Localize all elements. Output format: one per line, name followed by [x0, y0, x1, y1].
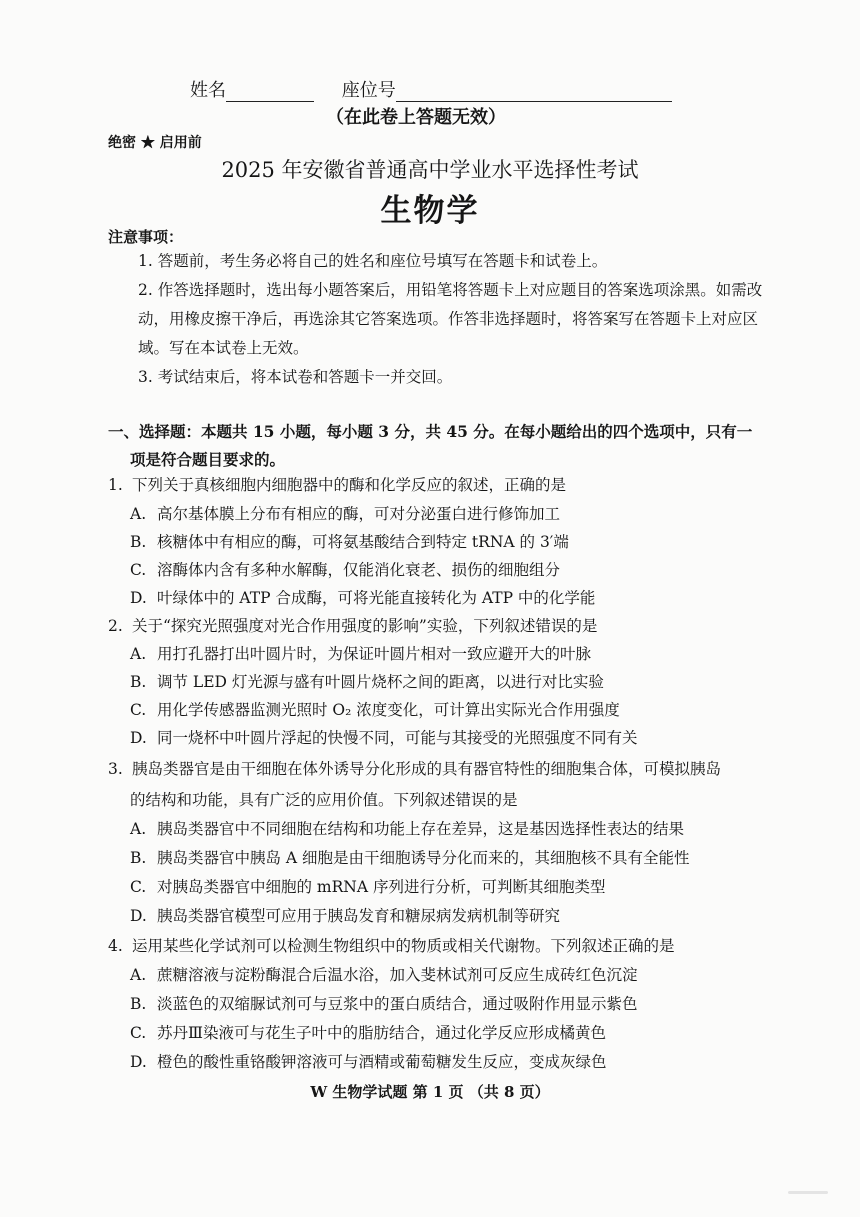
option-letter: D.	[130, 729, 147, 747]
notice-heading: 注意事项：	[108, 228, 184, 246]
option-letter: B.	[130, 849, 147, 867]
question-2-stem	[108, 614, 808, 636]
secret-mark: 绝密 ★ 启用前	[108, 135, 202, 151]
option-text: 蔗糖溶液与淀粉酶混合后温水浴，加入斐林试剂可反应生成砖红色沉淀	[157, 966, 638, 984]
option	[130, 904, 560, 926]
option-letter: A.	[130, 645, 147, 663]
option	[130, 817, 684, 839]
option-letter: C.	[130, 878, 147, 896]
option	[130, 963, 638, 985]
notice-item	[108, 276, 774, 363]
name-label: 姓名	[190, 80, 226, 101]
option	[130, 1021, 606, 1043]
option-text: 叶绿体中的 ATP 合成酶，可将光能直接转化为 ATP 中的化学能	[157, 589, 596, 607]
invalid-note: （在此卷上答题无效）	[326, 107, 506, 128]
question-text: 胰岛类器官是由干细胞在体外诱导分化形成的具有器官特性的细胞集合体，可模拟胰岛	[132, 760, 722, 778]
question-text-cont: 的结构和功能，具有广泛的应用价值。下列叙述错误的是	[130, 791, 518, 809]
option-text: 胰岛类器官中不同细胞在结构和功能上存在差异，这是基因选择性表达的结果	[157, 820, 685, 838]
option	[130, 642, 591, 664]
notice-item-2-text: 2. 作答选择题时，选出每小题答案后，用铅笔将答题卡上对应题目的答案选项涂黑。如需改动，用橡皮擦干净后，再选涂其它答案选项。作答非选择题时，将答案写在答题卡上对应区域。写在本试卷上无效。	[138, 281, 763, 357]
question-number: 1.	[108, 476, 123, 494]
question-3-stem-cont	[130, 788, 830, 810]
option-text: 用打孔器打出叶圆片时，为保证叶圆片相对一致应避开大的叶脉	[157, 645, 592, 663]
question-text: 运用某些化学试剂可以检测生物组织中的物质或相关代谢物。下列叙述正确的是	[132, 937, 675, 955]
option-letter: A.	[130, 820, 147, 838]
name-seat-line	[190, 76, 672, 102]
option	[130, 1050, 607, 1072]
option-text: 淡蓝色的双缩脲试剂可与豆浆中的蛋白质结合，通过吸附作用显示紫色	[157, 995, 638, 1013]
option-text: 胰岛类器官中胰岛 A 细胞是由干细胞诱导分化而来的，其细胞核不具有全能性	[157, 849, 690, 867]
option-letter: C.	[130, 561, 147, 579]
notice-item-text	[108, 276, 774, 363]
question-3-stem	[108, 757, 808, 779]
option-letter: B.	[130, 533, 147, 551]
option	[130, 502, 560, 524]
seat-blank	[396, 83, 672, 102]
notice-item	[108, 363, 774, 392]
option-text: 胰岛类器官模型可应用于胰岛发育和糖尿病发病机制等研究	[157, 907, 561, 925]
option-text: 溶酶体内含有多种水解酶，仅能消化衰老、损伤的细胞组分	[157, 561, 561, 579]
option	[130, 670, 604, 692]
section-heading-line2: 项是符合题目要求的。	[130, 450, 286, 469]
option-text: 用化学传感器监测光照时 O₂ 浓度变化，可计算出实际光合作用强度	[157, 701, 620, 719]
question-4-stem	[108, 934, 808, 956]
option	[130, 698, 620, 720]
notice-item	[108, 247, 774, 276]
page-footer: W 生物学试题 第 1 页 （共 8 页）	[310, 1083, 550, 1101]
notice-item-text: 1. 答题前，考生务必将自己的姓名和座位号填写在答题卡和试卷上。	[138, 252, 608, 270]
question-1-stem	[108, 473, 808, 495]
option-letter: D.	[130, 907, 147, 925]
option-text: 调节 LED 灯光源与盛有叶圆片烧杯之间的距离，以进行对比实验	[157, 673, 604, 691]
option	[130, 726, 638, 748]
option-text: 苏丹Ⅲ染液可与花生子叶中的脂肪结合，通过化学反应形成橘黄色	[157, 1024, 606, 1042]
option-text: 橙色的酸性重铬酸钾溶液可与酒精或葡萄糖发生反应，变成灰绿色	[157, 1053, 607, 1071]
option-letter: D.	[130, 589, 147, 607]
exam-title: 2025 年安徽省普通高中学业水平选择性考试	[221, 158, 639, 182]
option-letter: A.	[130, 505, 147, 523]
name-blank	[226, 83, 314, 102]
option-text: 核糖体中有相应的酶，可将氨基酸结合到特定 tRNA 的 3′端	[157, 533, 569, 551]
option-text: 对胰岛类器官中细胞的 mRNA 序列进行分析，可判断其细胞类型	[157, 878, 606, 896]
question-number: 2.	[108, 617, 123, 635]
option-letter: A.	[130, 966, 147, 984]
option-text: 高尔基体膜上分布有相应的酶，可对分泌蛋白进行修饰加工	[157, 505, 561, 523]
option-letter: C.	[130, 701, 147, 719]
question-number: 4.	[108, 937, 123, 955]
subject-title: 生物学	[380, 193, 480, 229]
option-letter: B.	[130, 673, 147, 691]
seat-label: 座位号	[341, 80, 396, 101]
option	[130, 846, 690, 868]
option	[130, 992, 638, 1014]
question-number: 3.	[108, 760, 123, 778]
scan-mark	[788, 1191, 828, 1194]
option	[130, 558, 560, 580]
question-text: 关于“探究光照强度对光合作用强度的影响”实验，下列叙述错误的是	[132, 617, 598, 635]
option-letter: C.	[130, 1024, 147, 1042]
option-text: 同一烧杯中叶圆片浮起的快慢不同，可能与其接受的光照强度不同有关	[157, 729, 638, 747]
option-letter: D.	[130, 1053, 147, 1071]
section-heading	[108, 418, 778, 474]
option	[130, 530, 569, 552]
option	[130, 875, 605, 897]
section-heading-line1: 一、选择题：本题共 15 小题，每小题 3 分，共 45 分。在每小题给出的四个选项中，只有一	[108, 422, 753, 441]
question-text: 下列关于真核细胞内细胞器中的酶和化学反应的叙述，正确的是	[132, 476, 567, 494]
option-letter: B.	[130, 995, 147, 1013]
notice-item-text: 3. 考试结束后，将本试卷和答题卡一并交回。	[138, 368, 453, 386]
option	[130, 586, 595, 608]
